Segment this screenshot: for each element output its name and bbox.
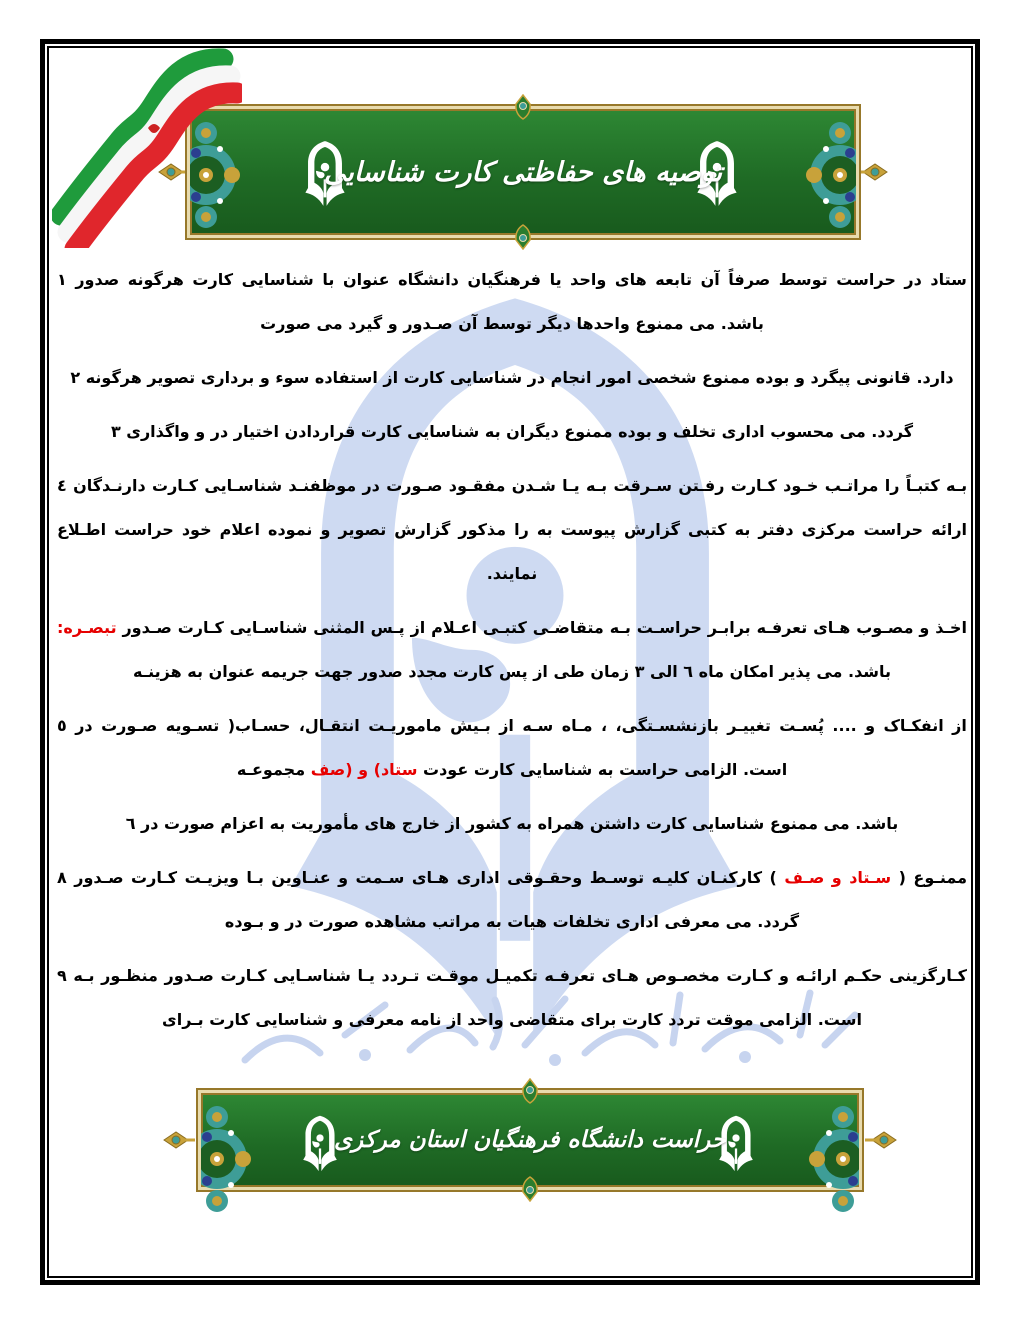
gold-spear-icon bbox=[162, 1123, 196, 1157]
document-body bbox=[57, 258, 967, 1052]
iran-flag-ribbon bbox=[52, 48, 242, 248]
paragraph-8: ٨ صـدور کـارت ویزیـت بـا عنـاوین و سـمت هـای اداری وحقـوقی توسـط کلیـه کارکنـان ( صـف و سـتاد ) ممنـوع بـوده و در صورت مشاهده مراتب به هیات تخلفات اداری معرفی می گردد. bbox=[57, 868, 967, 931]
paragraph-note: تبصـره: صـدور کـارت شناسـایی المثنی پـس از اعـلام کتبـی متقاضـی بـه حراسـت برابـر تعرفـه هـای مصـوب و اخـذ هزینـه به عنوان جریمه جهت صدور مجدد کارت پس از طی زمان ۳ الی ٦ ماه امکان پذیر می باشد. bbox=[57, 618, 967, 681]
paragraph-4: ٤ دارنـدگان کـارت شناسـایی موظفنـد در صـورت مفقـود شـدن یـا بـه سـرقت رفـتن کـارت خـود مراتـب را کتبـاً بـه اطـلاع حراست خود اعلام نموده و تصویر گزارش مذکور را به پیوست گزارش کتبی به دفتر مرکزی حراست ارائه نمایند. bbox=[57, 476, 968, 583]
footer-title: حراست دانشگاه فرهنگیان استان مرکزی bbox=[334, 1127, 726, 1153]
header-banner-plate bbox=[187, 106, 859, 238]
header-banner bbox=[163, 86, 883, 258]
gold-spear-icon bbox=[864, 1123, 898, 1157]
paragraph-3: ٣ واگذاری و در اختیار قراردادن کارت شناسایی به دیگران ممنوع بوده و تخلف اداری محسوب می گردد. bbox=[110, 422, 914, 441]
paragraph-5: ٥ در صـورت تسـویه حسـاب( انتقـال، ماموریـت بـیش از سـه مـاه ، بازنشسـتگی، تغییـر پُسـت .... و انفکـاک از مجموعـه (صف و ستاد) عودت کارت شناسایی به حراست الزامی است. bbox=[57, 716, 967, 779]
gold-spear-icon bbox=[855, 155, 889, 189]
page-title: توصیه های حفاظتی کارت شناسایی bbox=[323, 156, 723, 188]
paragraph-1: ١ صدور هرگونه کارت شناسایی با عنوان دانشگاه فرهنگیان یا واحد های تابعه آن صرفاً توسط حراست در ستاد صورت می گیرد و صـدور آن توسط دیگر واحدها ممنوع می باشد. bbox=[57, 270, 967, 333]
paragraph-9: ٩ بـه منظـور صـدور کـارت شناسـایی یـا تـردد موقـت تکمیـل تعرفـه هـای مخصـوص کـارت و ارائـه حکـم کـارگزینی بـرای کارت شناسایی و معرفی نامه از واحد متقاضی برای کارت تردد موقت الزامی است. bbox=[57, 966, 967, 1029]
paragraph-6: ٦ در صورت اعزام به مأموریت های خارج از کشور به همراه داشتن کارت شناسایی ممنوع می باشد. bbox=[125, 814, 899, 833]
footer-banner-plate bbox=[198, 1090, 862, 1190]
paragraph-2: ٢ هرگونه تصویر برداری و سوء استفاده از کارت شناسایی در انجام امور شخصی ممنوع بوده و پیگرد قانونی دارد. bbox=[70, 368, 954, 387]
footer-banner bbox=[168, 1076, 892, 1204]
